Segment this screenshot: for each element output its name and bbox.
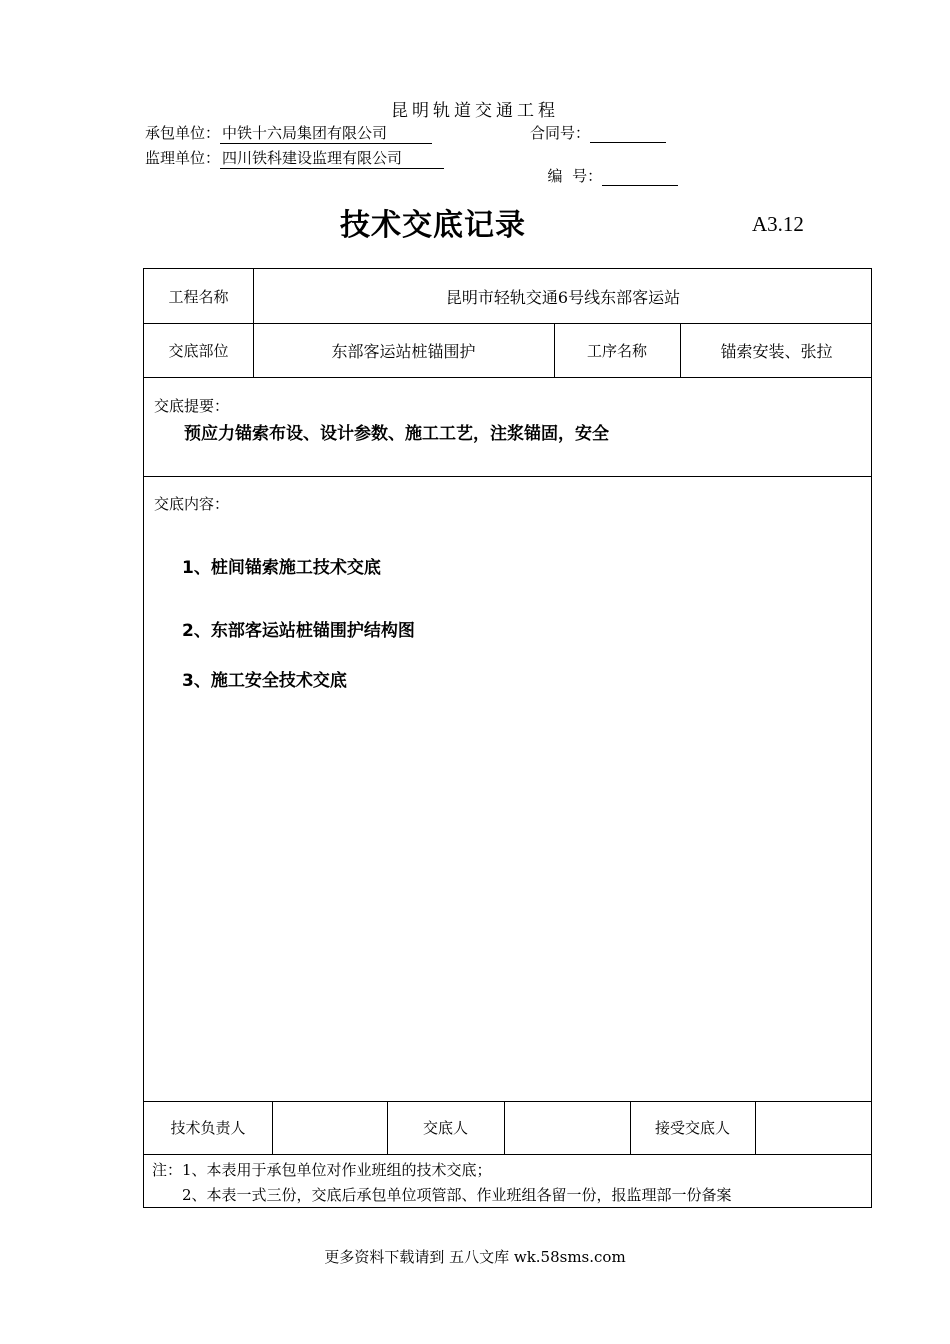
project-name-label: 工程名称 bbox=[168, 287, 229, 306]
contractor-value: 中铁十六局集团有限公司 bbox=[220, 122, 432, 144]
content-item: 2、东部客运站桩锚围护结构图 bbox=[182, 621, 415, 641]
receiver-signature-field bbox=[755, 1101, 873, 1154]
tech-lead-label: 技术负责人 bbox=[170, 1119, 246, 1137]
presenter-label: 交底人 bbox=[422, 1119, 468, 1137]
note-1: 注：1、本表用于承包单位对作业班组的技术交底； bbox=[152, 1161, 492, 1179]
location-label: 交底部位 bbox=[168, 341, 229, 360]
presenter-signature-field bbox=[504, 1101, 630, 1154]
row-divider bbox=[144, 377, 871, 378]
summary-text: 预应力锚索布设、设计参数、施工工艺，注浆锚固，安全 bbox=[184, 424, 609, 444]
contract-number-field bbox=[590, 126, 666, 143]
process-label: 工序名称 bbox=[586, 341, 647, 360]
summary-label: 交底提要： bbox=[154, 397, 230, 415]
form-code: A3.12 bbox=[752, 212, 804, 236]
supervisor-value: 四川铁科建设监理有限公司 bbox=[220, 147, 444, 169]
content-item: 1、桩间锚索施工技术交底 bbox=[182, 558, 381, 578]
contractor-line bbox=[145, 122, 432, 144]
tech-lead-signature-field bbox=[272, 1101, 387, 1154]
receiver-label: 接受交底人 bbox=[654, 1119, 730, 1137]
row-divider bbox=[144, 1154, 871, 1155]
row-divider bbox=[144, 476, 871, 477]
footer-text: 更多资料下载请到 五八文库 wk.58sms.com bbox=[324, 1248, 626, 1266]
supervisor-line bbox=[145, 147, 444, 169]
serial-number-line bbox=[538, 147, 678, 186]
content-item: 3、施工安全技术交底 bbox=[182, 671, 347, 691]
project-name-value: 昆明市轻轨交通6号线东部客运站 bbox=[445, 287, 681, 307]
supervisor-label: 监理单位： bbox=[145, 149, 221, 167]
serial-number-label: 编 号： bbox=[547, 167, 603, 185]
contractor-label: 承包单位： bbox=[145, 124, 221, 142]
record-table bbox=[143, 268, 872, 1208]
serial-number-field bbox=[602, 169, 678, 186]
project-title: 昆明轨道交通工程 bbox=[391, 101, 559, 121]
content-label: 交底内容： bbox=[154, 495, 230, 513]
process-value: 锚索安装、张拉 bbox=[720, 341, 833, 361]
note-2: 2、本表一式三份，交底后承包单位项管部、作业班组各留一份，报监理部一份备案 bbox=[182, 1186, 732, 1204]
document-title: 技术交底记录 bbox=[340, 208, 526, 243]
contract-number-line bbox=[530, 122, 666, 143]
location-value: 东部客运站桩锚围护 bbox=[331, 341, 476, 361]
contract-number-label: 合同号： bbox=[530, 124, 591, 142]
